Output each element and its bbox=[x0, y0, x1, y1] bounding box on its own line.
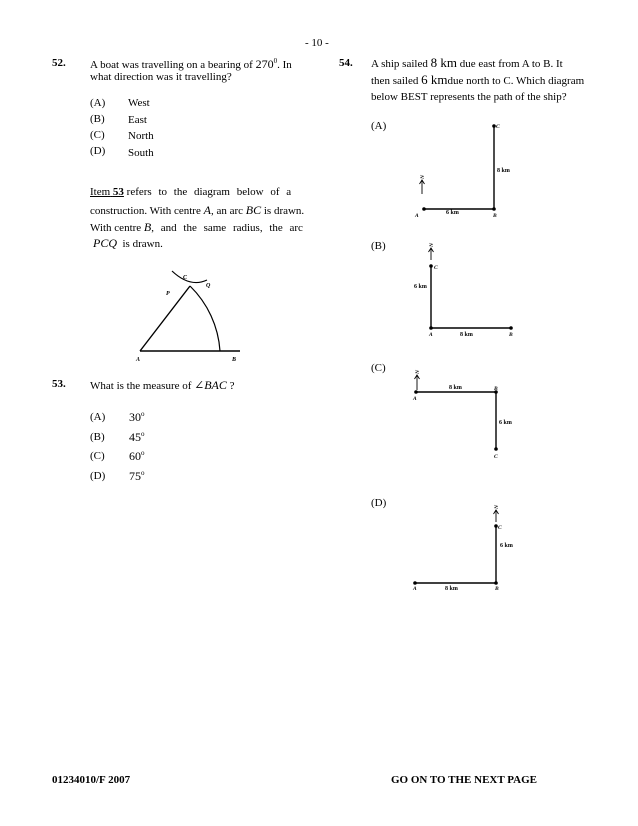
question-52-stem bbox=[90, 57, 322, 72]
q53-option-a-value: 30$^o$ bbox=[129, 410, 145, 424]
centre-a-label: A bbox=[203, 203, 211, 217]
arc-pcq bbox=[172, 271, 207, 283]
q52-text-a: A boat was travelling on a bearing of bbox=[90, 59, 253, 71]
q54-option-d-diagram bbox=[405, 497, 520, 597]
q53-option-b-value: 45$^o$ bbox=[129, 430, 145, 444]
q53-option-c-letter: (C) bbox=[90, 450, 105, 462]
q53-qmark: ? bbox=[229, 380, 235, 392]
item-53-label: Item 53 bbox=[90, 186, 124, 198]
vertical-distance: 8 km bbox=[497, 168, 510, 174]
question-53-stem bbox=[90, 378, 235, 393]
paper-code: 01234010/F 2007 bbox=[52, 774, 131, 786]
construction-diagram bbox=[120, 262, 260, 368]
q52-text-b: . In bbox=[277, 59, 292, 71]
q52-bearing: $270^0$ bbox=[255, 57, 278, 71]
q52-option-c-text: North bbox=[128, 130, 154, 142]
arc-pcq-label: PCQ bbox=[93, 236, 117, 250]
item-53-line3b: , and the same radius, the arc bbox=[151, 222, 303, 234]
label-b: B bbox=[493, 213, 497, 219]
item-53-line2c: is drawn. bbox=[263, 205, 305, 217]
label-c: C bbox=[494, 454, 498, 460]
horizontal-distance: 8 km bbox=[460, 332, 473, 338]
q52-option-d-letter: (D) bbox=[90, 145, 106, 157]
q54-option-a-diagram bbox=[410, 118, 520, 224]
q54-line3: below BEST represents the path of the ship? bbox=[371, 91, 567, 103]
label-c: C bbox=[183, 275, 188, 281]
q53-angle: ∠BAC bbox=[194, 378, 227, 392]
item-53-line1: refers to the diagram below of a bbox=[126, 186, 292, 198]
q54-line1: A ship sailed 8 km due east from A to B. It bbox=[371, 55, 563, 70]
label-q: Q bbox=[206, 283, 211, 289]
label-a: A bbox=[429, 332, 433, 338]
horizontal-distance: 8 km bbox=[449, 385, 462, 391]
q53-option-d-value: 75$^o$ bbox=[129, 469, 145, 483]
label-c: C bbox=[434, 265, 438, 271]
segment-ac bbox=[140, 286, 190, 351]
item-53-line2b: , an arc bbox=[210, 205, 244, 217]
q52-option-a-text: West bbox=[128, 97, 150, 109]
q54-option-c-letter: (C) bbox=[371, 362, 386, 374]
q52-option-d-text: South bbox=[128, 147, 154, 159]
q53-option-d-letter: (D) bbox=[90, 470, 106, 482]
arc-bc-label: BC bbox=[245, 203, 262, 217]
q52-option-b-letter: (B) bbox=[90, 113, 105, 125]
item-53-line4: is drawn. bbox=[122, 238, 163, 250]
label-b: B bbox=[509, 332, 513, 338]
q52-option-a-letter: (A) bbox=[90, 97, 106, 109]
q54-option-c-diagram bbox=[405, 362, 520, 462]
q54-dist2: 6 km bbox=[421, 72, 448, 87]
item-53-line2a: construction. With centre bbox=[90, 205, 201, 217]
label-a: A bbox=[136, 357, 141, 363]
q54-option-b-diagram bbox=[410, 240, 520, 340]
q53-text: What is the measure of bbox=[90, 380, 192, 392]
page-number: - 10 - bbox=[305, 37, 329, 49]
label-b: B bbox=[495, 586, 499, 592]
vertical-distance: 6 km bbox=[500, 543, 513, 549]
label-a: A bbox=[413, 396, 417, 402]
question-54-number: 54. bbox=[339, 57, 353, 69]
label-p: P bbox=[166, 291, 170, 297]
q53-option-c-value: 60$^o$ bbox=[129, 449, 145, 463]
arc-bc bbox=[190, 286, 220, 351]
north-label: N bbox=[420, 175, 426, 179]
question-52-number: 52. bbox=[52, 57, 66, 69]
horizontal-distance: 6 km bbox=[446, 210, 459, 216]
horizontal-distance: 8 km bbox=[445, 586, 458, 592]
q54-option-b-letter: (B) bbox=[371, 240, 386, 252]
q54-line2: then sailed 6 kmdue north to C. Which diagram bbox=[371, 72, 585, 87]
label-c: C bbox=[496, 124, 500, 130]
north-label: N bbox=[415, 370, 421, 374]
centre-b-label: B bbox=[143, 220, 152, 234]
question-53-number: 53. bbox=[52, 378, 66, 390]
label-c: C bbox=[498, 525, 502, 531]
q52-option-b-text: East bbox=[128, 114, 147, 126]
north-label: N bbox=[494, 505, 500, 509]
q53-option-b-letter: (B) bbox=[90, 431, 105, 443]
north-label: N bbox=[429, 243, 435, 247]
q54-dist1: 8 km bbox=[430, 55, 457, 70]
q54-option-d-letter: (D) bbox=[371, 497, 387, 509]
label-a: A bbox=[413, 586, 417, 592]
label-b: B bbox=[494, 386, 498, 392]
q54-option-a-letter: (A) bbox=[371, 120, 387, 132]
label-a: A bbox=[415, 213, 419, 219]
q52-option-c-letter: (C) bbox=[90, 129, 105, 141]
next-page-notice: GO ON TO THE NEXT PAGE bbox=[391, 774, 537, 786]
item-53-line3a: With centre bbox=[90, 222, 142, 234]
q53-option-a-letter: (A) bbox=[90, 411, 106, 423]
q52-text-c: what direction was it travelling? bbox=[90, 71, 232, 83]
vertical-distance: 6 km bbox=[414, 284, 427, 290]
label-b: B bbox=[232, 357, 237, 363]
vertical-distance: 6 km bbox=[499, 420, 512, 426]
